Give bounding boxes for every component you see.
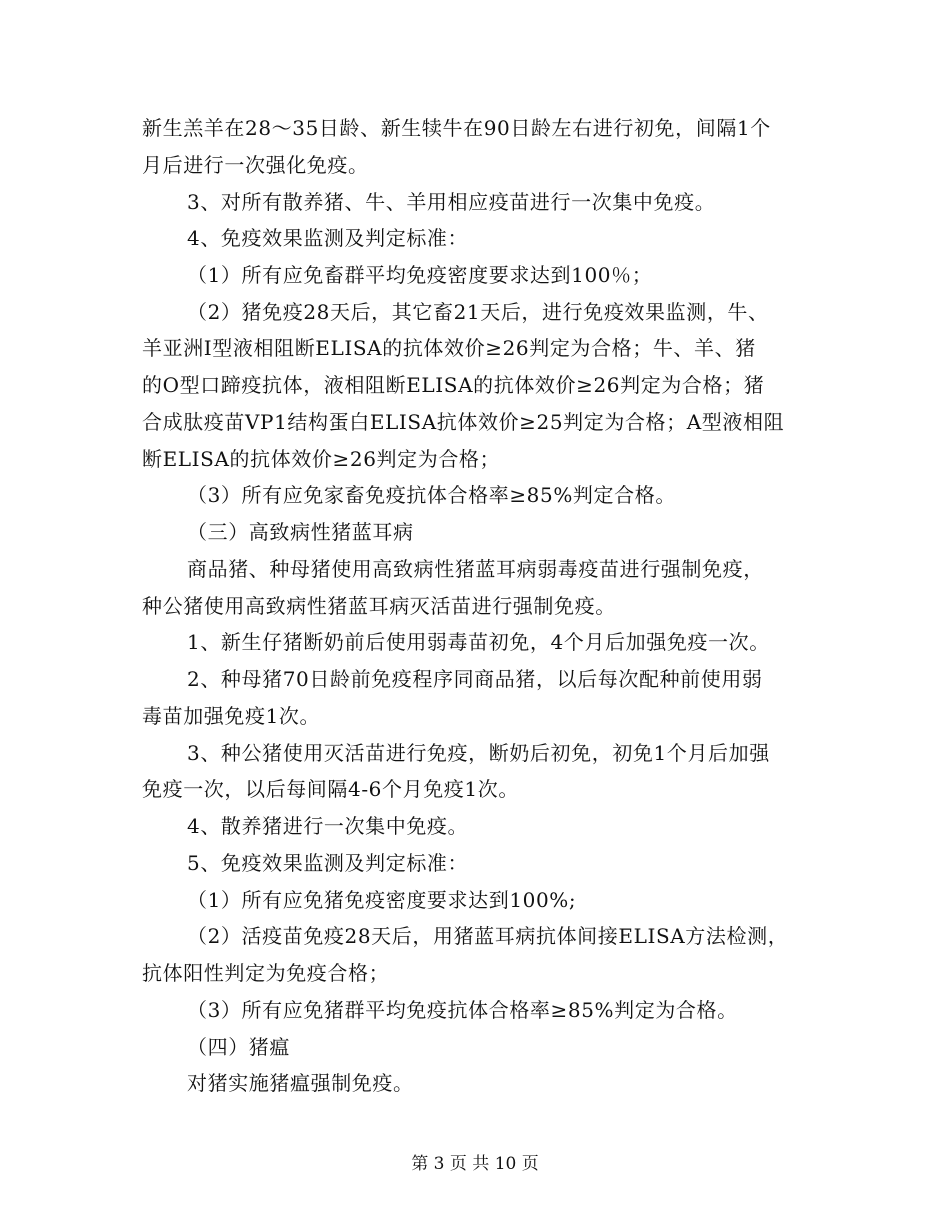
text-line: 2、种母猪70日龄前免疫程序同商品猪，以后每次配种前使用弱 bbox=[187, 667, 763, 691]
text-line: 抗体阳性判定为免疫合格； bbox=[142, 961, 390, 985]
text-line: 羊亚洲Ⅰ型液相阻断ELISA的抗体效价≥26判定为合格；牛、羊、猪 bbox=[142, 336, 756, 360]
text-line: 断ELISA的抗体效价≥26判定为合格； bbox=[142, 447, 501, 471]
text-line: （2）活疫苗免疫28天后，用猪蓝耳病抗体间接ELISA方法检测， bbox=[187, 924, 789, 948]
text-line: （1）所有应免畜群平均免疫密度要求达到100％； bbox=[187, 263, 653, 287]
text-line: （3）所有应免猪群平均免疫抗体合格率≥85%判定为合格。 bbox=[187, 998, 738, 1022]
text-line: 种公猪使用高致病性猪蓝耳病灭活苗进行强制免疫。 bbox=[142, 594, 616, 618]
text-line: 合成肽疫苗VP1结构蛋白ELISA抗体效价≥25判定为合格；A型液相阻 bbox=[142, 410, 785, 434]
text-line: 4、散养猪进行一次集中免疫。 bbox=[187, 814, 469, 838]
text-line: 5、免疫效果监测及判定标准： bbox=[187, 851, 469, 875]
text-line: 对猪实施猪瘟强制免疫。 bbox=[187, 1071, 414, 1095]
text-line: 1、新生仔猪断奶前后使用弱毒苗初免，4个月后加强免疫一次。 bbox=[187, 630, 770, 654]
text-line: 4、免疫效果监测及判定标准： bbox=[187, 226, 469, 250]
text-line: 的O型口蹄疫抗体，液相阻断ELISA的抗体效价≥26判定为合格；猪 bbox=[142, 373, 765, 397]
text-line: 免疫一次，以后每间隔4-6个月免疫1次。 bbox=[142, 777, 519, 801]
text-line: 3、对所有散养猪、牛、羊用相应疫苗进行一次集中免疫。 bbox=[187, 190, 716, 214]
text-line: （1）所有应免猪免疫密度要求达到100%; bbox=[187, 888, 577, 912]
text-line: 3、种公猪使用灭活苗进行免疫，断奶后初免，初免1个月后加强 bbox=[187, 741, 770, 765]
text-line: （3）所有应免家畜免疫抗体合格率≥85%判定合格。 bbox=[187, 483, 676, 507]
text-line: 月后进行一次强化免疫。 bbox=[142, 153, 369, 177]
text-line: 毒苗加强免疫1次。 bbox=[142, 704, 321, 728]
text-line: 商品猪、种母猪使用高致病性猪蓝耳病弱毒疫苗进行强制免疫， bbox=[187, 557, 764, 581]
section-heading: （三）高致病性猪蓝耳病 bbox=[187, 520, 414, 544]
text-line: （2）猪免疫28天后，其它畜21天后，进行免疫效果监测，牛、 bbox=[187, 300, 769, 324]
page-number-footer: 第 3 页 共 10 页 bbox=[411, 1154, 539, 1174]
section-heading: （四）猪瘟 bbox=[187, 1035, 290, 1059]
text-line: 新生羔羊在28～35日龄、新生犊牛在90日龄左右进行初免，间隔1个 bbox=[142, 116, 771, 140]
